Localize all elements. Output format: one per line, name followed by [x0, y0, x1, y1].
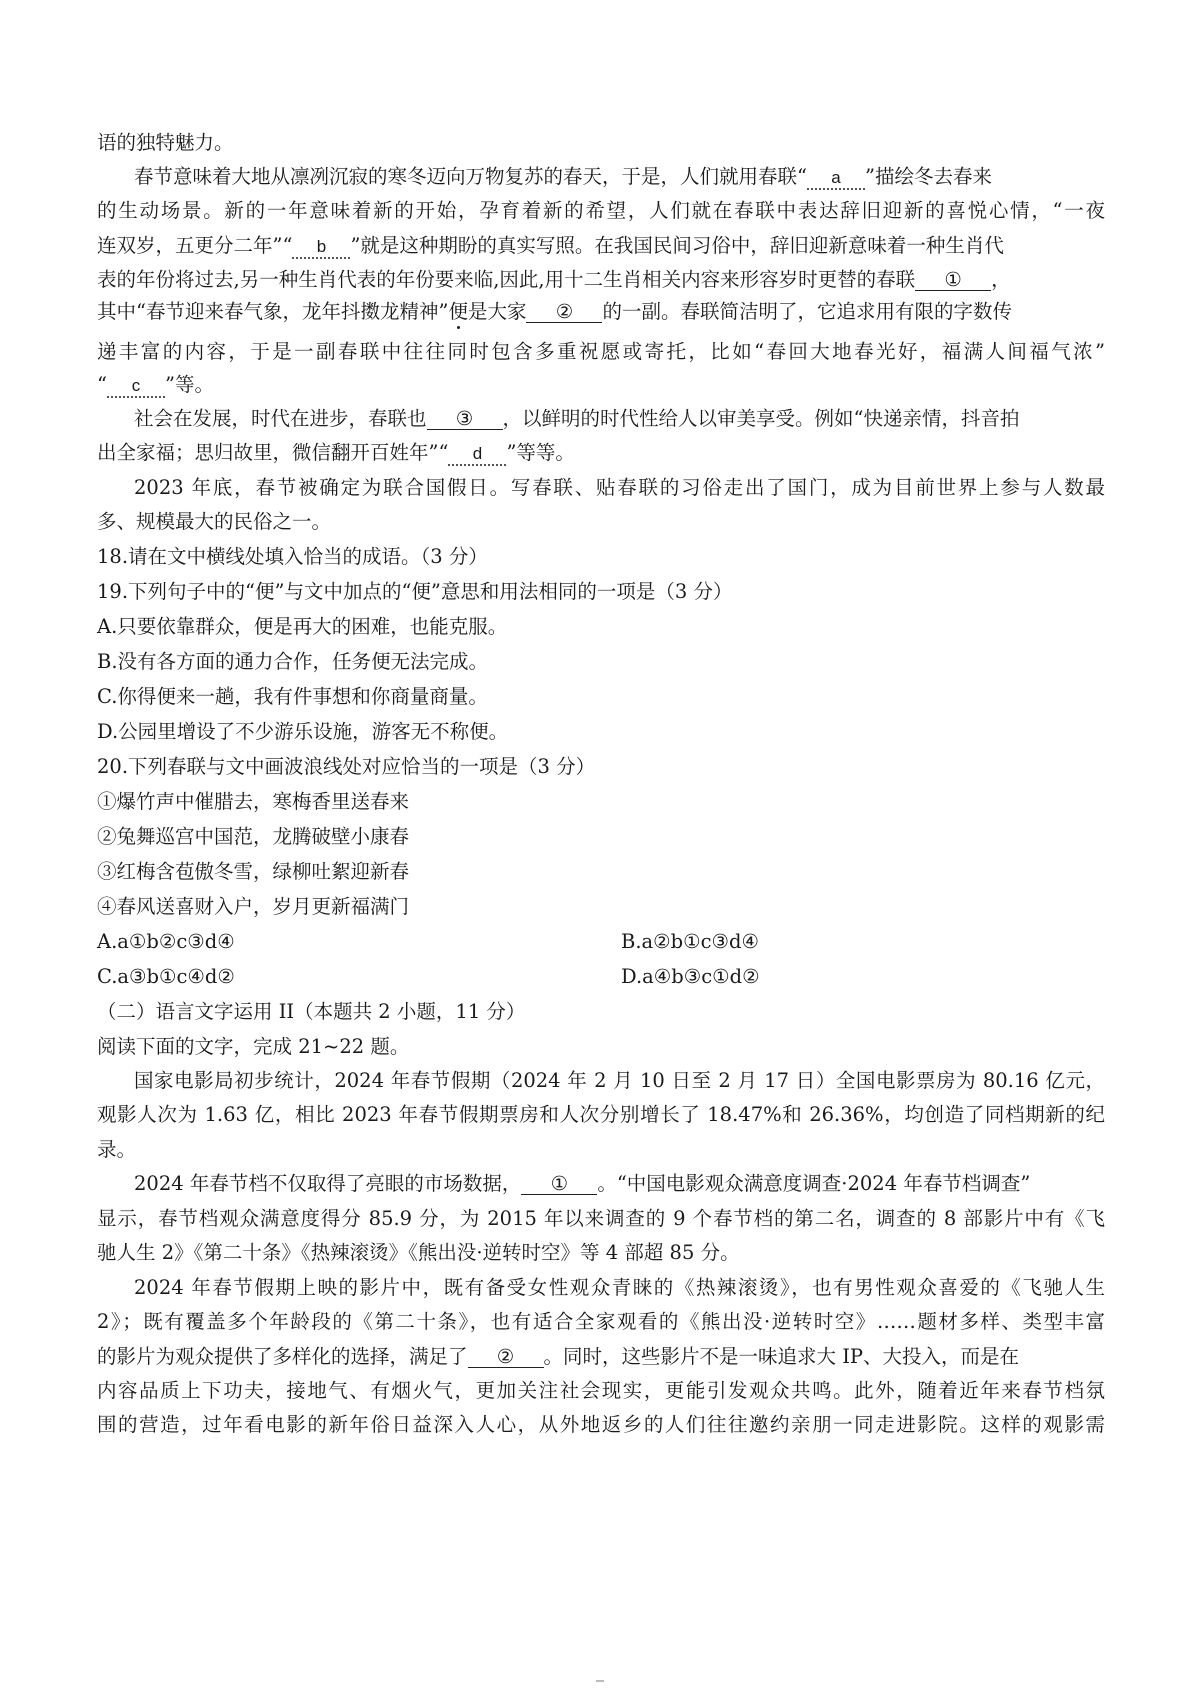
text-line [97, 1344, 1019, 1370]
blank-2[interactable]: ② [468, 1347, 544, 1368]
option-c[interactable]: C.a③b①c④d② [97, 965, 235, 988]
text-line [97, 1378, 1105, 1404]
wavy-blank-b[interactable]: b [292, 237, 350, 259]
text: 其中“春节迎来春气象，龙年抖擞龙精神” [97, 300, 449, 323]
text: 的一副。春联简洁明了，它追求用有限的字数传 [602, 300, 1012, 323]
text: ， [991, 268, 1011, 291]
text: 表的年份将过去,另一种生肖代表的年份要来临,因此,用十二生肖相关内容来形容岁时更替的春联 [97, 268, 916, 291]
text-line [134, 475, 1105, 501]
text-line [134, 164, 992, 190]
text: 观影人次为 1.63 亿，相比 2023 年春节假期票房和人次分别增长了 18.47%和 26.36%，均创造了同档期新的纪 [97, 1103, 1105, 1126]
text: ”等等。 [506, 441, 575, 464]
option-b[interactable]: B.a②b①c③d④ [621, 930, 759, 953]
text: 连双岁，五更分二年”“ [97, 234, 293, 257]
couplet-2 [97, 824, 409, 850]
option-c[interactable] [97, 684, 488, 710]
wavy-blank-c[interactable]: c [107, 376, 165, 398]
option-text: B.没有各方面的通力合作，任务便无法完成。 [97, 650, 489, 673]
text: 国家电影局初步统计，2024 年春节假期（2024 年 2 月 10 日至 2 月 17 日）全国电影票房为 80.16 亿元， [134, 1069, 1105, 1092]
wavy-blank-d[interactable]: d [448, 444, 506, 466]
text: 显示，春节档观众满意度得分 85.9 分，为 2015 年以来调查的 9 个春节档的第二名，调查的 8 部影片中有《飞 [97, 1207, 1105, 1230]
text: 20.下列春联与文中画波浪线处对应恰当的一项是（3 分） [97, 755, 596, 778]
text: 春节意味着大地从凛冽沉寂的寒冬迈向万物复苏的春天，于是，人们就用春联“ [134, 165, 807, 188]
option-a[interactable]: A.a①b②c③d④ [97, 930, 235, 953]
option-text: D.公园里增设了不少游乐设施，游客无不称便。 [97, 720, 509, 743]
option-text: C.你得便来一趟，我有件事想和你商量商量。 [97, 685, 488, 708]
text: 社会在发展，时代在进步，春联也 [134, 407, 427, 430]
couplet-3 [97, 859, 409, 885]
text: 内容品质上下功夫，接地气、有烟火气，更加关注社会现实，更能引发观众共鸣。此外，随着近年来春节档氛 [97, 1379, 1105, 1402]
option-row-cd [97, 964, 760, 990]
text: ①爆竹声中催腊去，寒梅香里送春来 [97, 790, 410, 813]
section-heading [97, 999, 525, 1025]
text: 的影片为观众提供了多样化的选择，满足了 [97, 1345, 468, 1368]
text-line [97, 233, 1004, 259]
text-line [97, 198, 1105, 224]
text: ④春风送喜财入户，岁月更新福满门 [97, 895, 410, 918]
blank-2[interactable]: ② [526, 302, 602, 323]
text: 2023 年底，春节被确定为联合国假日。写春联、贴春联的习俗走出了国门，成为目前世界上参与人数最 [134, 476, 1105, 499]
text: 驰人生 2》《第二十条》《热辣滚烫》《熊出没·逆转时空》等 4 部超 85 分。 [97, 1241, 740, 1264]
text-line [97, 1309, 1105, 1335]
text: 19.下列句子中的“便”与文中加点的“便”意思和用法相同的一项是（3 分） [97, 580, 733, 603]
text: 2024 年春节档不仅取得了亮眼的市场数据， [134, 1172, 522, 1195]
text: 是大家 [467, 300, 527, 323]
text: 。同时，这些影片不是一味追求大 IP、大投入，而是在 [543, 1345, 1020, 1368]
text: ②兔舞巡宫中国范，龙腾破壁小康春 [97, 825, 410, 848]
text: ③红梅含苞傲冬雪，绿柳吐絮迎新春 [97, 860, 410, 883]
text: 出全家福；思归故里，微信翻开百姓年”“ [97, 441, 449, 464]
option-a[interactable] [97, 614, 507, 640]
text: （二）语言文字运用 II（本题共 2 小题，11 分） [97, 1000, 526, 1023]
text-line [134, 1171, 1030, 1197]
text-line [97, 372, 214, 398]
text: 阅读下面的文字，完成 21~22 题。 [97, 1035, 410, 1058]
text: ”等。 [164, 373, 214, 396]
text-line [97, 1137, 136, 1163]
text-line [134, 1068, 1105, 1094]
blank-1[interactable]: ① [915, 270, 991, 291]
question-19-stem [97, 579, 733, 605]
option-text: A.只要依靠群众，便是再大的困难，也能克服。 [97, 615, 508, 638]
option-d[interactable]: D.a④b③c①d② [621, 965, 760, 988]
option-row-ab [97, 929, 759, 955]
text: 多、规模最大的民俗之一。 [97, 510, 332, 533]
text-line [97, 1102, 1105, 1128]
text: 的生动场景。新的一年意味着新的开始，孕育着新的希望，人们就在春联中表达辞旧迎新的喜悦心情，“一夜 [97, 199, 1105, 222]
text-line [97, 1240, 740, 1266]
option-d[interactable] [97, 719, 508, 745]
text-line [134, 1275, 1105, 1301]
text-line [97, 1412, 1105, 1438]
text-line [97, 1206, 1105, 1232]
text-line [97, 299, 1012, 325]
text: 2024 年春节假期上映的影片中，既有备受女性观众青睐的《热辣滚烫》，也有男性观众喜爱的《飞驰人生 [134, 1276, 1105, 1299]
text-line [97, 267, 1011, 293]
text: ”就是这种期盼的真实写照。在我国民间习俗中，辞旧迎新意味着一种生肖代 [350, 234, 1004, 257]
text-line [97, 440, 575, 466]
section-intro [97, 1034, 409, 1060]
text: 语的独特魅力。 [97, 131, 234, 154]
blank-3[interactable]: ③ [427, 409, 503, 430]
text: 18.请在文中横线处填入恰当的成语。（3 分） [97, 545, 488, 568]
option-b[interactable] [97, 649, 488, 675]
wavy-blank-a[interactable]: a [807, 168, 865, 190]
text: “ [97, 373, 107, 396]
text: 围的营造，过年看电影的新年俗日益深入人心，从外地返乡的人们往往邀约亲朋一同走进影院。这样的观影需 [97, 1413, 1105, 1436]
text: 录。 [97, 1138, 137, 1161]
text: ”描绘冬去春来 [864, 165, 992, 188]
couplet-1 [97, 789, 409, 815]
text: ，以鲜明的时代性给人以审美享受。例如“快递亲情，抖音拍 [502, 407, 1020, 430]
text-line [97, 339, 1105, 365]
text: 。“中国电影观众满意度调查·2024 年春节档调查” [597, 1172, 1031, 1195]
blank-1[interactable]: ① [521, 1174, 597, 1195]
text-line [134, 406, 1020, 432]
text-line [97, 130, 234, 156]
text-line [97, 509, 331, 535]
text: 递丰富的内容，于是一副春联中往往同时包含多重祝愿或寄托，比如“春回大地春光好，福满人间福气浓” [97, 340, 1105, 363]
page-footer-mark [596, 1680, 604, 1682]
text: 2》；既有覆盖多个年龄段的《第二十条》，也有适合全家观看的《熊出没·逆转时空》……题材多样、类型丰富 [97, 1310, 1105, 1333]
dotted-word-bian: 便 [448, 300, 468, 323]
question-18 [97, 544, 488, 570]
question-20-stem [97, 754, 595, 780]
couplet-4 [97, 894, 409, 920]
